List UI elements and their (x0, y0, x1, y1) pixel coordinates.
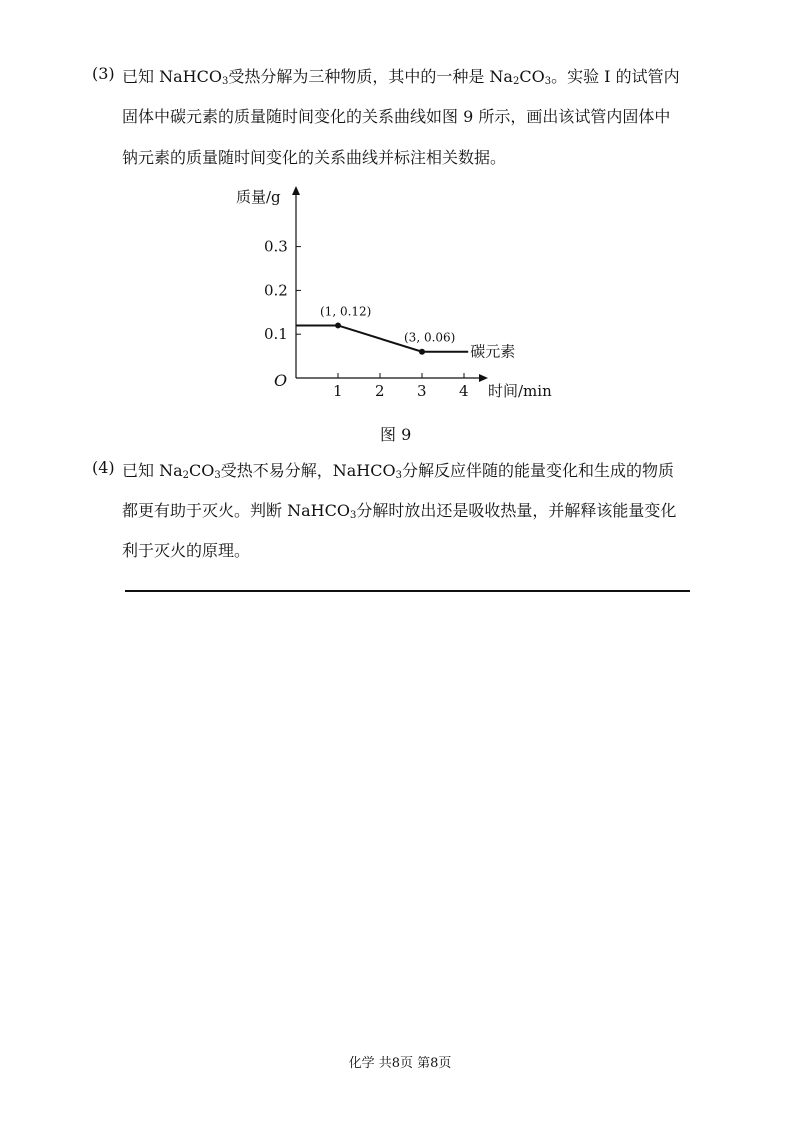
data-point (419, 349, 425, 355)
y-tick-label: 0.3 (264, 237, 288, 256)
y-tick-label: 0.2 (264, 281, 288, 300)
question-4-line-2: 都更有助于灭火。判断 NaHCO$_3$分解时放出还是吸收热量，并解释该能量变化 (122, 501, 677, 521)
x-tick-label: 1 (333, 382, 343, 400)
question-3-line-1: 已知 NaHCO$_3$受热分解为三种物质，其中的一种是 $Na_2CO_3$。实验 I 的试管内 (122, 67, 680, 87)
point-annotation: (3, 0.06) (404, 330, 456, 345)
y-axis-arrow (292, 186, 300, 195)
question-3-number: (3) (92, 64, 115, 83)
page-footer: 化学 共8页 第8页 (348, 1056, 452, 1071)
origin-label: O (274, 371, 288, 390)
chart-ticks (264, 238, 469, 400)
question-4-number: (4) (92, 458, 115, 477)
question-3-line-3: 钠元素的质量随时间变化的关系曲线并标注相关数据。 (122, 148, 507, 167)
y-axis-label: 质量/g (236, 188, 281, 206)
x-tick-label: 4 (459, 382, 469, 400)
x-axis-label: 时间/min (488, 382, 552, 400)
question-3-line-2: 固体中碳元素的质量随时间变化的关系曲线如图 9 所示，画出该试管内固体中 (122, 107, 671, 126)
answer-blank-line[interactable] (125, 590, 690, 592)
question-4-line-3: 利于灭火的原理。 (122, 541, 251, 560)
x-axis-arrow (479, 374, 488, 382)
x-tick-label: 2 (375, 382, 385, 400)
y-tick-label: 0.1 (264, 325, 288, 344)
question-4-line-1: 已知 $Na_2CO_3$受热不易分解，NaHCO$_3$分解反应伴随的能量变化和生成的物质 (122, 461, 674, 481)
figure-caption: 图 9 (380, 425, 412, 444)
data-point (335, 322, 341, 328)
series-label: 碳元素 (470, 342, 516, 361)
figure-9-chart (230, 178, 570, 408)
point-annotation: (1, 0.12) (320, 304, 372, 319)
x-tick-label: 3 (417, 382, 427, 400)
